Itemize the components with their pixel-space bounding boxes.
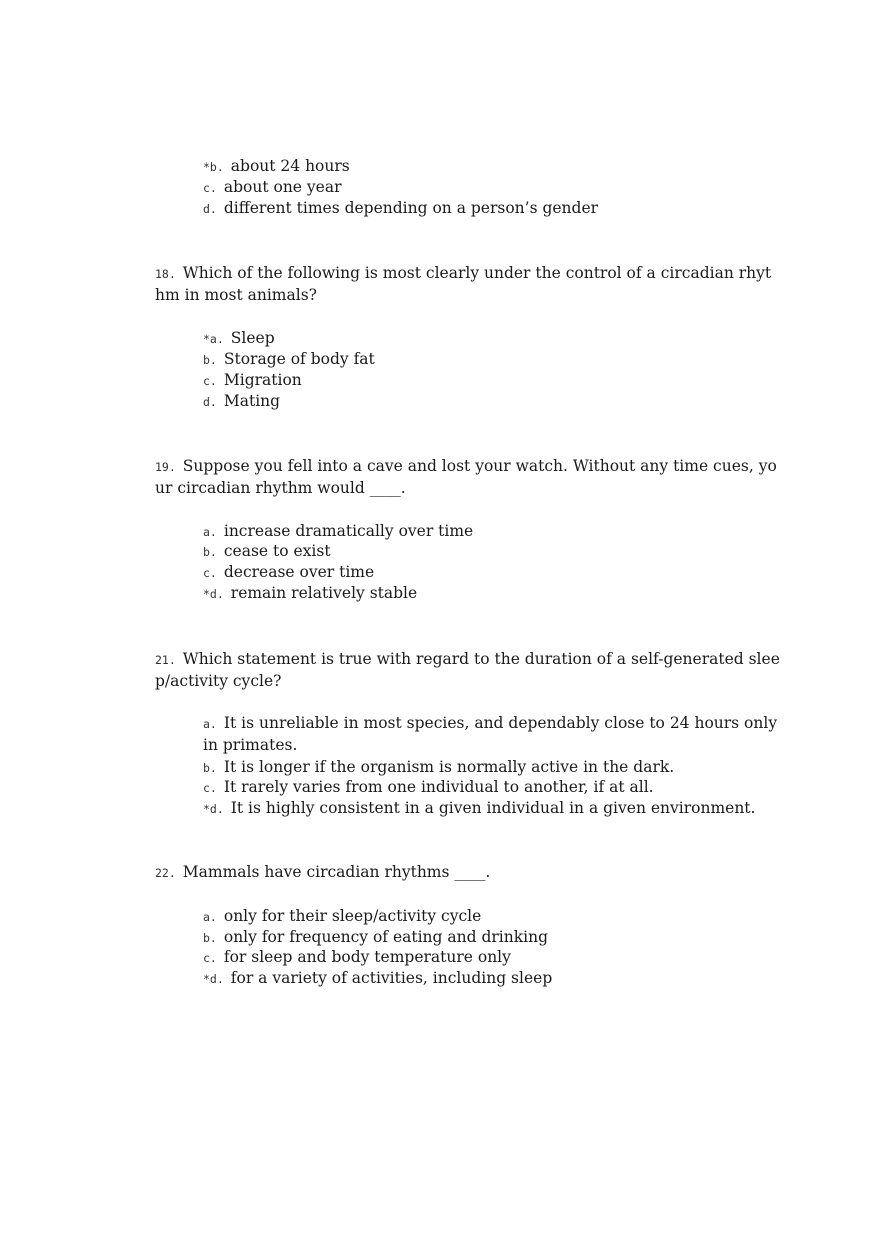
answer-option (203, 540, 331, 563)
option-text: It is unreliable in most species, and dependably close to 24 hours only (223, 714, 778, 732)
question-text-line: hm in most animals? (155, 286, 317, 304)
option-marker: b. (203, 761, 217, 775)
answer-option (203, 712, 777, 735)
answer-option (203, 946, 511, 969)
option-text: only for their sleep/activity cycle (223, 907, 482, 925)
option-marker: *b. (203, 160, 224, 174)
answer-option (203, 176, 342, 199)
option-marker: c. (203, 374, 217, 388)
option-marker: a. (203, 717, 217, 731)
option-text: Migration (223, 371, 302, 389)
option-text: about one year (223, 178, 342, 196)
answer-option (203, 390, 280, 413)
option-marker: *d. (203, 587, 224, 601)
option-text: increase dramatically over time (223, 522, 474, 540)
option-marker: a. (203, 525, 217, 539)
option-text: about 24 hours (230, 157, 350, 175)
option-text: cease to exist (223, 542, 331, 560)
option-marker: c. (203, 181, 217, 195)
option-text: different times depending on a person’s gender (223, 199, 599, 217)
question-stem (155, 262, 771, 285)
question-number: 22. (155, 866, 176, 880)
option-marker: b. (203, 353, 217, 367)
question-stem (155, 455, 777, 478)
option-marker: c. (203, 781, 217, 795)
option-text: for a variety of activities, including sleep (230, 969, 553, 987)
answer-option (203, 797, 755, 820)
question-number: 19. (155, 460, 176, 474)
answer-option (203, 776, 654, 799)
question-text-line: ur circadian rhythm would ____. (155, 479, 406, 497)
option-text: for sleep and body temperature only (223, 948, 511, 966)
option-text: Storage of body fat (223, 350, 375, 368)
option-text: remain relatively stable (230, 584, 418, 602)
option-text: It is highly consistent in a given individual in a given environment. (230, 799, 756, 817)
question-text-line: Suppose you fell into a cave and lost your watch. Without any time cues, yo (182, 457, 777, 475)
option-marker: c. (203, 566, 217, 580)
option-text-continuation: in primates. (203, 736, 298, 754)
question-text-line: p/activity cycle? (155, 672, 282, 690)
option-marker: b. (203, 931, 217, 945)
option-text: It rarely varies from one individual to another, if at all. (223, 778, 654, 796)
answer-option (203, 155, 350, 178)
option-marker: b. (203, 545, 217, 559)
answer-option (203, 327, 275, 350)
question-text-line: Which of the following is most clearly under the control of a circadian rhyt (182, 264, 772, 282)
question-number: 21. (155, 653, 176, 667)
question-text-line: Which statement is true with regard to the duration of a self-generated slee (182, 650, 780, 668)
answer-option (203, 369, 302, 392)
answer-option (203, 905, 481, 928)
option-text: Mating (223, 392, 281, 410)
answer-option (203, 561, 374, 584)
option-text: decrease over time (223, 563, 375, 581)
option-marker: *d. (203, 972, 224, 986)
option-text: Sleep (230, 329, 275, 347)
option-marker: d. (203, 395, 217, 409)
option-marker: *d. (203, 802, 224, 816)
question-stem (155, 648, 780, 671)
question-number: 18. (155, 267, 176, 281)
answer-option (203, 582, 417, 605)
answer-option (203, 348, 375, 371)
answer-option (203, 967, 552, 990)
option-marker: d. (203, 202, 217, 216)
option-text: only for frequency of eating and drinking (223, 928, 548, 946)
question-text-line: Mammals have circadian rhythms ____. (182, 863, 491, 881)
option-text: It is longer if the organism is normally active in the dark. (223, 758, 675, 776)
question-stem (155, 861, 490, 884)
option-marker: *a. (203, 332, 224, 346)
option-marker: c. (203, 951, 217, 965)
option-marker: a. (203, 910, 217, 924)
answer-option (203, 197, 598, 220)
